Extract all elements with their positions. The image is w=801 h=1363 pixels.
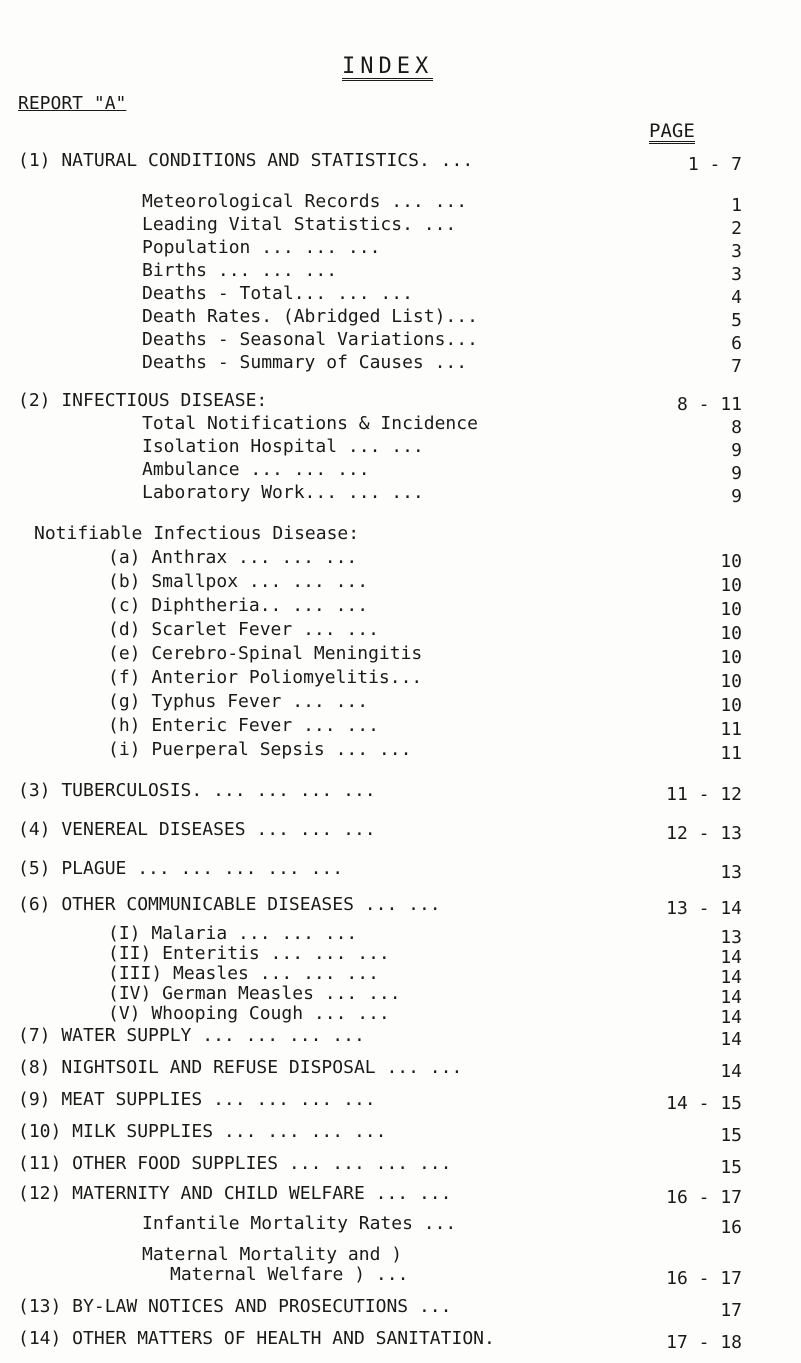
toc-page: 13 (720, 862, 742, 883)
toc-entry: Births ... ... ... (142, 260, 338, 281)
toc-page: 7 (731, 356, 742, 377)
toc-entry: Laboratory Work... ... ... (142, 482, 424, 503)
toc-page: 6 (731, 333, 742, 354)
toc-page: 14 (720, 987, 742, 1008)
toc-entry: Leading Vital Statistics. ... (142, 214, 457, 235)
toc-entry: Maternal Mortality and ) (142, 1244, 403, 1265)
toc-page: 10 (720, 599, 742, 620)
toc-page: 3 (731, 264, 742, 285)
toc-entry: Isolation Hospital ... ... (142, 436, 424, 457)
toc-entry: (1) NATURAL CONDITIONS AND STATISTICS. ... (18, 150, 474, 171)
toc-entry: (e) Cerebro-Spinal Meningitis (108, 643, 423, 664)
toc-page: 3 (731, 241, 742, 262)
toc-page: 13 (720, 927, 742, 948)
toc-entry: (a) Anthrax ... ... ... (108, 547, 358, 568)
toc-page: 9 (731, 440, 742, 461)
report-label: REPORT "A" (18, 93, 127, 114)
toc-page: 5 (731, 310, 742, 331)
toc-page: 2 (731, 218, 742, 239)
toc-entry: (V) Whooping Cough ... ... (108, 1003, 390, 1024)
toc-entry: (IV) German Measles ... ... (108, 983, 401, 1004)
toc-page: 1 (731, 195, 742, 216)
toc-entry: Deaths - Summary of Causes ... (142, 352, 468, 373)
toc-page: 8 (731, 417, 742, 438)
toc-entry: Infantile Mortality Rates ... (142, 1213, 457, 1234)
toc-page: 15 (720, 1125, 742, 1146)
toc-page: 16 - 17 (666, 1268, 742, 1289)
toc-page: 14 (720, 967, 742, 988)
toc-entry: Death Rates. (Abridged List)... (142, 306, 478, 327)
index-title: INDEX (342, 54, 434, 79)
toc-entry: (b) Smallpox ... ... ... (108, 571, 369, 592)
toc-page: 13 - 14 (666, 898, 742, 919)
toc-entry: Deaths - Seasonal Variations... (142, 329, 478, 350)
toc-page: 10 (720, 623, 742, 644)
toc-entry: (2) INFECTIOUS DISEASE: (18, 390, 268, 411)
subsection-heading: Notifiable Infectious Disease: (34, 523, 360, 544)
toc-page: 11 (720, 743, 742, 764)
toc-entry: Deaths - Total... ... ... (142, 283, 413, 304)
toc-page: 1 - 7 (687, 154, 742, 175)
toc-entry: (3) TUBERCULOSIS. ... ... ... ... (18, 780, 376, 801)
toc-entry: (4) VENEREAL DISEASES ... ... ... (18, 819, 376, 840)
toc-page: 10 (720, 695, 742, 716)
toc-entry: (i) Puerperal Sepsis ... ... (108, 739, 412, 760)
toc-page: 15 (720, 1157, 742, 1178)
toc-entry: (II) Enteritis ... ... ... (108, 943, 390, 964)
toc-page: 10 (720, 647, 742, 668)
toc-page: 11 - 12 (666, 784, 742, 805)
toc-page: 17 (720, 1300, 742, 1321)
toc-entry: (5) PLAGUE ... ... ... ... ... (18, 858, 344, 879)
toc-entry: (f) Anterior Poliomyelitis... (108, 667, 423, 688)
page-column-header: PAGE (649, 120, 695, 142)
toc-entry: (10) MILK SUPPLIES ... ... ... ... (18, 1121, 387, 1142)
toc-page: 10 (720, 575, 742, 596)
toc-entry: (7) WATER SUPPLY ... ... ... ... (18, 1025, 365, 1046)
toc-entry: (14) OTHER MATTERS OF HEALTH AND SANITATION. (18, 1328, 495, 1349)
toc-page: 16 (720, 1217, 742, 1238)
toc-page: 11 (720, 719, 742, 740)
toc-entry: (12) MATERNITY AND CHILD WELFARE ... ... (18, 1183, 452, 1204)
toc-entry: (d) Scarlet Fever ... ... (108, 619, 379, 640)
toc-entry: (III) Measles ... ... ... (108, 963, 379, 984)
toc-entry: Total Notifications & Incidence (142, 413, 478, 434)
toc-page: 10 (720, 551, 742, 572)
toc-page: 12 - 13 (666, 823, 742, 844)
toc-entry: Maternal Welfare ) ... (170, 1264, 409, 1285)
toc-entry: (g) Typhus Fever ... ... (108, 691, 369, 712)
toc-entry: (9) MEAT SUPPLIES ... ... ... ... (18, 1089, 376, 1110)
toc-entry: (11) OTHER FOOD SUPPLIES ... ... ... ... (18, 1153, 452, 1174)
toc-page: 9 (731, 463, 742, 484)
toc-page: 17 - 18 (666, 1332, 742, 1353)
toc-page: 4 (731, 287, 742, 308)
toc-page: 10 (720, 671, 742, 692)
toc-page: 14 - 15 (666, 1093, 742, 1114)
toc-page: 9 (731, 486, 742, 507)
toc-entry: (h) Enteric Fever ... ... (108, 715, 379, 736)
toc-entry: Ambulance ... ... ... (142, 459, 370, 480)
toc-entry: Population ... ... ... (142, 237, 381, 258)
toc-page: 14 (720, 1007, 742, 1028)
toc-entry: Meteorological Records ... ... (142, 191, 468, 212)
toc-entry: (I) Malaria ... ... ... (108, 923, 358, 944)
toc-entry: (13) BY-LAW NOTICES AND PROSECUTIONS ... (18, 1296, 452, 1317)
toc-page: 16 - 17 (666, 1187, 742, 1208)
toc-entry: (8) NIGHTSOIL AND REFUSE DISPOSAL ... ... (18, 1057, 463, 1078)
toc-page: 14 (720, 947, 742, 968)
toc-page: 8 - 11 (676, 394, 742, 415)
toc-entry: (c) Diphtheria.. ... ... (108, 595, 369, 616)
toc-page: 14 (720, 1029, 742, 1050)
toc-entry: (6) OTHER COMMUNICABLE DISEASES ... ... (18, 894, 441, 915)
toc-page: 14 (720, 1061, 742, 1082)
